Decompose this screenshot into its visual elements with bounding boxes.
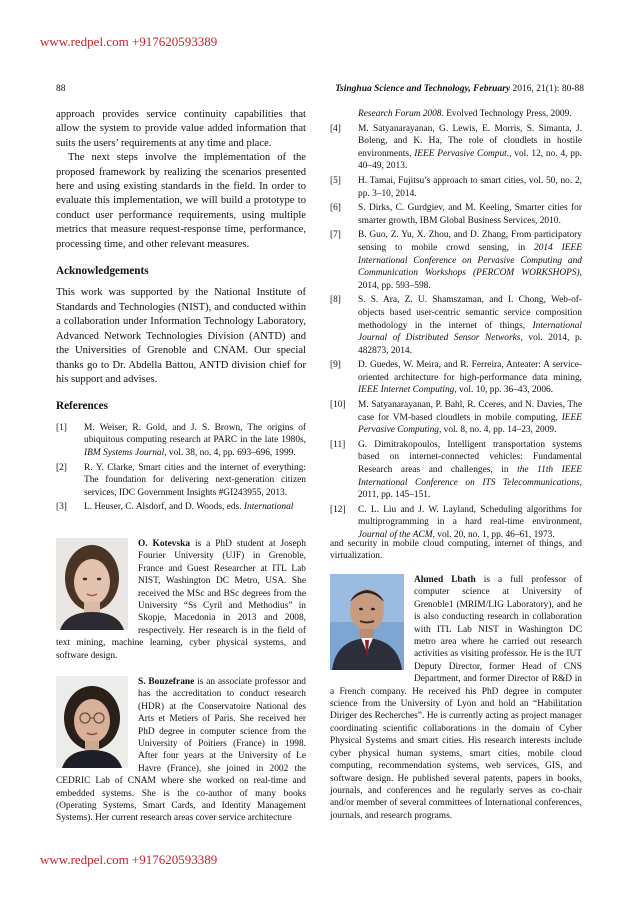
author-bio-kotevska	[56, 538, 306, 662]
ref-details: , vol. 10, pp. 36–43, 2006.	[454, 385, 554, 396]
reference-text	[358, 359, 582, 397]
ref-authors-title: G. Dimitrakopoulos, Intelligent transportation systems based on internet-connected vehicles: Fundamental Research areas and challenges, in	[358, 439, 582, 476]
journal-issue: 2016, 21(1): 80-88	[512, 84, 584, 94]
conclusion-paragraph-1: approach provides service continuity capabilities that allow the system to provide value added information that suits the users’ requirements at any time and place.	[56, 109, 306, 149]
author-photo	[330, 574, 404, 670]
ref-details: , vol. 38, no. 4, pp. 693–696, 1999.	[164, 447, 296, 458]
reference-text	[358, 504, 582, 542]
right-column	[330, 108, 582, 544]
ref-venue: International Journal of Distributed Sensor Networks	[358, 320, 582, 344]
reference-number: [2]	[56, 462, 67, 473]
author-photo	[56, 676, 128, 768]
reference-number: [5]	[330, 175, 341, 186]
reference-text: R. Y. Clarke, Smart cities and the internet of everything: The foundation for delivering next-generation citizen services, IDC Government Insights #GI243955, 2013.	[84, 462, 306, 498]
left-column	[56, 108, 306, 516]
reference-item	[56, 422, 306, 460]
reference-text	[358, 123, 582, 173]
author-name: O. Kotevska	[138, 539, 191, 549]
author-bio-text: is a full professor of computer science at University of Grenoble1 (MRIM/LIG Laboratory), and he is also conducting research in collaboration with ITL Lab NIST in Washington DC metro area where he carried out research activities as visiting professor. He is the IUT Deputy Director, former Head of CNS Department, and former Director of R&D in a French company. He received his PhD degree in computer science from the University of Lyon and hold an “Habilitation Diriger des Recherches”. He is currently acting as project manager coordinating scientific collaborations in the domain of Cyber Physical Systems and smart cities. His research interests include cyber physical human systems, smart cities, mobile cloud computing, recommendation systems, web services, GIS, and software design. He published several patents, papers in books, journals, and conferences and he regularly serves as co-chair and/or member of several committees of International conferences, journals, and research programs.	[330, 575, 582, 821]
ref-venue: IEEE Pervasive Comput.	[414, 148, 510, 159]
reference-number: [10]	[330, 400, 346, 411]
author-name: S. Bouzefrane	[138, 677, 195, 687]
journal-name: Tsinghua Science and Technology, February	[335, 84, 511, 94]
reference-number: [4]	[330, 123, 341, 134]
reference-text	[358, 294, 582, 357]
reference-number: [7]	[330, 230, 341, 241]
author-bio-continuation	[330, 538, 582, 563]
reference-text	[358, 439, 582, 502]
reference-text	[358, 108, 582, 121]
ref-details: , vol. 20, no. 1, pp. 46–61, 1973.	[432, 530, 555, 540]
ref-details: , 2014, pp. 593–598.	[358, 268, 582, 291]
ref-authors-title: C. L. Liu and J. W. Layland, Scheduling algorithms for multiprogramming in a hard real-time environment,	[358, 504, 582, 528]
ref-authors-title: S. S. Ara, Z. U. Shamszaman, and I. Chong, Web-of-objects based user-centric semantic service composition methodology in the internet of things,	[358, 295, 582, 331]
ref-venue: the 11th IEEE International Conference on ITS Telecommunications	[358, 465, 582, 488]
reference-text	[358, 399, 582, 437]
reference-item	[330, 175, 582, 200]
ref-details: , 2011, pp. 145–151.	[358, 477, 582, 501]
ref-venue: Journal of the ACM	[358, 530, 433, 540]
ref-details: . Evolved Technology Press, 2009.	[441, 109, 572, 119]
page-number: 88	[56, 84, 66, 94]
reference-text: S. Dirks, C. Gurdgiev, and M. Keeling, Smarter cities for smarter growth, IBM Global Business Services, 2010.	[358, 203, 582, 226]
author-bio-lbath	[330, 574, 582, 822]
reference-number: [3]	[56, 502, 67, 513]
reference-number: [12]	[330, 504, 346, 515]
reference-number: [6]	[330, 203, 341, 214]
ref-details: , vol. 2014, p. 482873, 2014.	[358, 333, 582, 356]
reference-number: [1]	[56, 422, 67, 433]
reference-item	[330, 359, 582, 397]
journal-title	[335, 84, 584, 94]
reference-text	[358, 229, 582, 292]
reference-item	[330, 229, 582, 292]
reference-item	[56, 462, 306, 500]
ref-venue: 2014 IEEE International Conference on Pervasive Computing and Communication Workshops (PERCOM WORKSHOPS)	[358, 242, 582, 279]
ref-authors-title: D. Guedes, W. Meira, and R. Ferreira, Anteater: A service-oriented architecture for high-performance data mining,	[358, 360, 582, 383]
reference-item	[330, 439, 582, 502]
watermark-bottom: www.redpel.com +917620593389	[40, 852, 218, 867]
ref-authors-title: M. Satyanarayanan, P. Bahl, R. Cceres, and N. Davies, The case for VM-based cloudlets in mobile computing,	[358, 400, 582, 423]
reference-number: [11]	[330, 439, 346, 450]
reference-text	[84, 422, 306, 460]
reference-text: H. Tamai, Fujitsu’s approach to smart cities, vol. 50, no. 2, pp. 3–10, 2014.	[358, 175, 582, 199]
reference-item	[330, 504, 582, 542]
ref-authors-title: M. Satyanarayanan, G. Lewis, E. Morris, S. Simanta, J. Boleng, and K. Ha, The role of cloudlets in hostile environments,	[358, 123, 582, 159]
ref-venue: IBM Systems Journal	[84, 447, 165, 458]
ref-authors-title: B. Guo, Z. Yu, X. Zhou, and D. Zhang, From participatory sensing to mobile crowd sensing, in	[358, 230, 582, 253]
reference-text	[84, 501, 306, 514]
reference-number: [8]	[330, 295, 341, 306]
ref-details: , vol. 12, no. 4, pp. 40–49, 2013.	[358, 148, 582, 172]
references-heading: References	[56, 400, 108, 413]
ref-venue: International	[243, 502, 294, 513]
ref-venue: Research Forum 2008	[358, 109, 442, 119]
reference-item	[330, 202, 582, 227]
author-bio-text: is an associate professor and has the accreditation to conduct research (HDR) at the Conservatoire National des Arts et Metiers of Paris. She received her PhD degree in computer science from the University of Poitiers (France) in 1998. After four years at the University of Le Havre (France), she joined in 2002 the CEDRIC Lab of CNAM where she worked on real-time and embedded systems. She is the co-author of many books (Operating Systems, Smart Cards, and Identity Management Systems). Her current research areas cover service architecture	[56, 677, 306, 824]
author-bio-bouzefrane	[56, 676, 306, 825]
ref-venue: IEEE Internet Computing	[358, 385, 455, 396]
acknowledgements-heading: Acknowledgements	[56, 265, 149, 278]
reference-item	[56, 501, 306, 514]
watermark-top: www.redpel.com +917620593389	[40, 34, 218, 49]
reference-item	[330, 294, 582, 357]
reference-number: [9]	[330, 360, 341, 371]
acknowledgements-text: This work was supported by the National Institute of Standards and Technologies (NIST), and conducted within a collaboration under Information Technology Laboratory, Advanced Network Technologies Division (ANTD) and the Universities of Grenoble and CNAM. Our special thanks go to Dr. Abdella Battou, ANTD division chief for his support and advises.	[56, 287, 306, 385]
author-name: Ahmed Lbath	[414, 575, 476, 585]
reference-continuation	[330, 108, 582, 121]
ref-authors-title: L. Heuser, C. Alsdorf, and D. Woods, eds.	[84, 502, 244, 513]
reference-item	[330, 123, 582, 173]
author-bio-text: and security in mobile cloud computing, internet of things, and virtualization.	[330, 539, 582, 562]
ref-authors-title: M. Weiser, R. Gold, and J. S. Brown, The origins of ubiquitous computing research at PARC in the late 1980s,	[84, 422, 306, 446]
ref-venue: IEEE Pervasive Computing	[358, 412, 582, 436]
author-photo	[56, 538, 128, 630]
ref-details: , vol. 8, no. 4, pp. 14–23, 2009.	[438, 425, 557, 436]
conclusion-paragraph-2: The next steps involve the implementation of the proposed framework by realizing the scenarios presented here and using existing standards in the field. In order to evaluate this implementation, we will build a prototype to conduct user performance requirements, using multiple metrics that measure request-response time, performance, processing time, and other relevant measures.	[56, 152, 306, 250]
reference-item	[330, 399, 582, 437]
author-bio-text: is a PhD student at Joseph Fourier University (UJF) in Grenoble, France and Guest Researcher at ITL Lab NIST, Washington DC Metro, USA. She received the MSc and BSc degrees from the University “Ss Cyril and Methodius” in Skopje, Macedonia in 2013 and 2008, respectively. Her research is in the field of text mining, machine learning, cyber physical systems, and software design.	[56, 539, 306, 661]
